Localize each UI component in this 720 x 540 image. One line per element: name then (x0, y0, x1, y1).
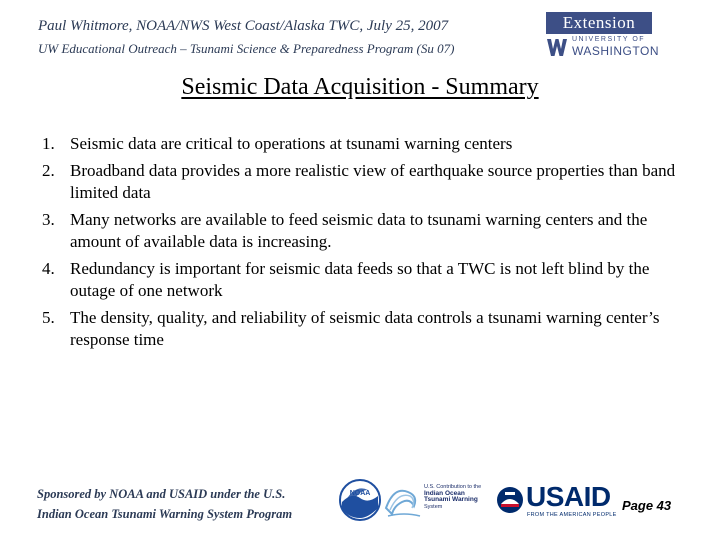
iotws-line-1: U.S. Contribution to the (424, 484, 482, 490)
list-item-text: Broadband data provides a more realistic view of earthquake source properties than band limited data (70, 160, 676, 202)
logo-washington: WASHINGTON (572, 44, 660, 58)
iotws-line-3: Tsunami Warning (424, 496, 478, 503)
usaid-tagline: FROM THE AMERICAN PEOPLE (527, 512, 617, 518)
logo-extension-text: Extension (546, 12, 652, 34)
usaid-wordmark: USAID (526, 481, 611, 512)
list-item (42, 307, 692, 352)
list-item-number: 5. (42, 307, 55, 327)
slide-title-text: Seismic Data Acquisition - Summary (181, 74, 539, 100)
list-item-text: Many networks are available to feed seismic data to tsunami warning centers and the amount of available data is increasing. (70, 209, 648, 251)
header-author-line: Paul Whitmore, NOAA/NWS West Coast/Alaska TWC, July 25, 2007 (38, 18, 449, 34)
page-number: Page 43 (622, 498, 672, 513)
list-item-text: Redundancy is important for seismic data feeds so that a TWC is not left blind by the outage of one network (70, 258, 650, 300)
slide-header (0, 0, 720, 62)
list-item (42, 209, 692, 254)
list-item (42, 160, 692, 205)
uw-extension-logo (546, 12, 660, 58)
sponsor-text (37, 484, 292, 524)
header-program-line: UW Educational Outreach – Tsunami Science & Preparedness Program (Su 07) (38, 41, 455, 56)
sponsor-line-1: Sponsored by NOAA and USAID under the U.S. (37, 487, 286, 501)
list-item-number: 1. (42, 134, 55, 153)
list-item-text: Seismic data are critical to operations at tsunami warning centers (70, 134, 513, 153)
list-item-number: 2. (42, 160, 55, 180)
list-item (42, 133, 692, 156)
uw-w-icon (546, 36, 568, 58)
noaa-logo-icon (338, 478, 382, 522)
list-item-number: 3. (42, 209, 55, 229)
summary-list (42, 133, 692, 356)
slide-title (0, 74, 720, 101)
iotws-line-2: Indian Ocean (424, 489, 465, 497)
list-item-text: The density, quality, and reliability of seismic data controls a tsunami warning center’s response time (70, 307, 660, 349)
list-item-number: 4. (42, 258, 55, 278)
noaa-logo-text: NOAA (349, 490, 371, 497)
iotws-line-4: System (424, 503, 443, 510)
sponsor-line-2: Indian Ocean Tsunami Warning System Program (37, 507, 293, 521)
list-item (42, 258, 692, 303)
logo-university-of: UNIVERSITY OF (572, 36, 646, 43)
iotws-logo-text (424, 484, 481, 510)
